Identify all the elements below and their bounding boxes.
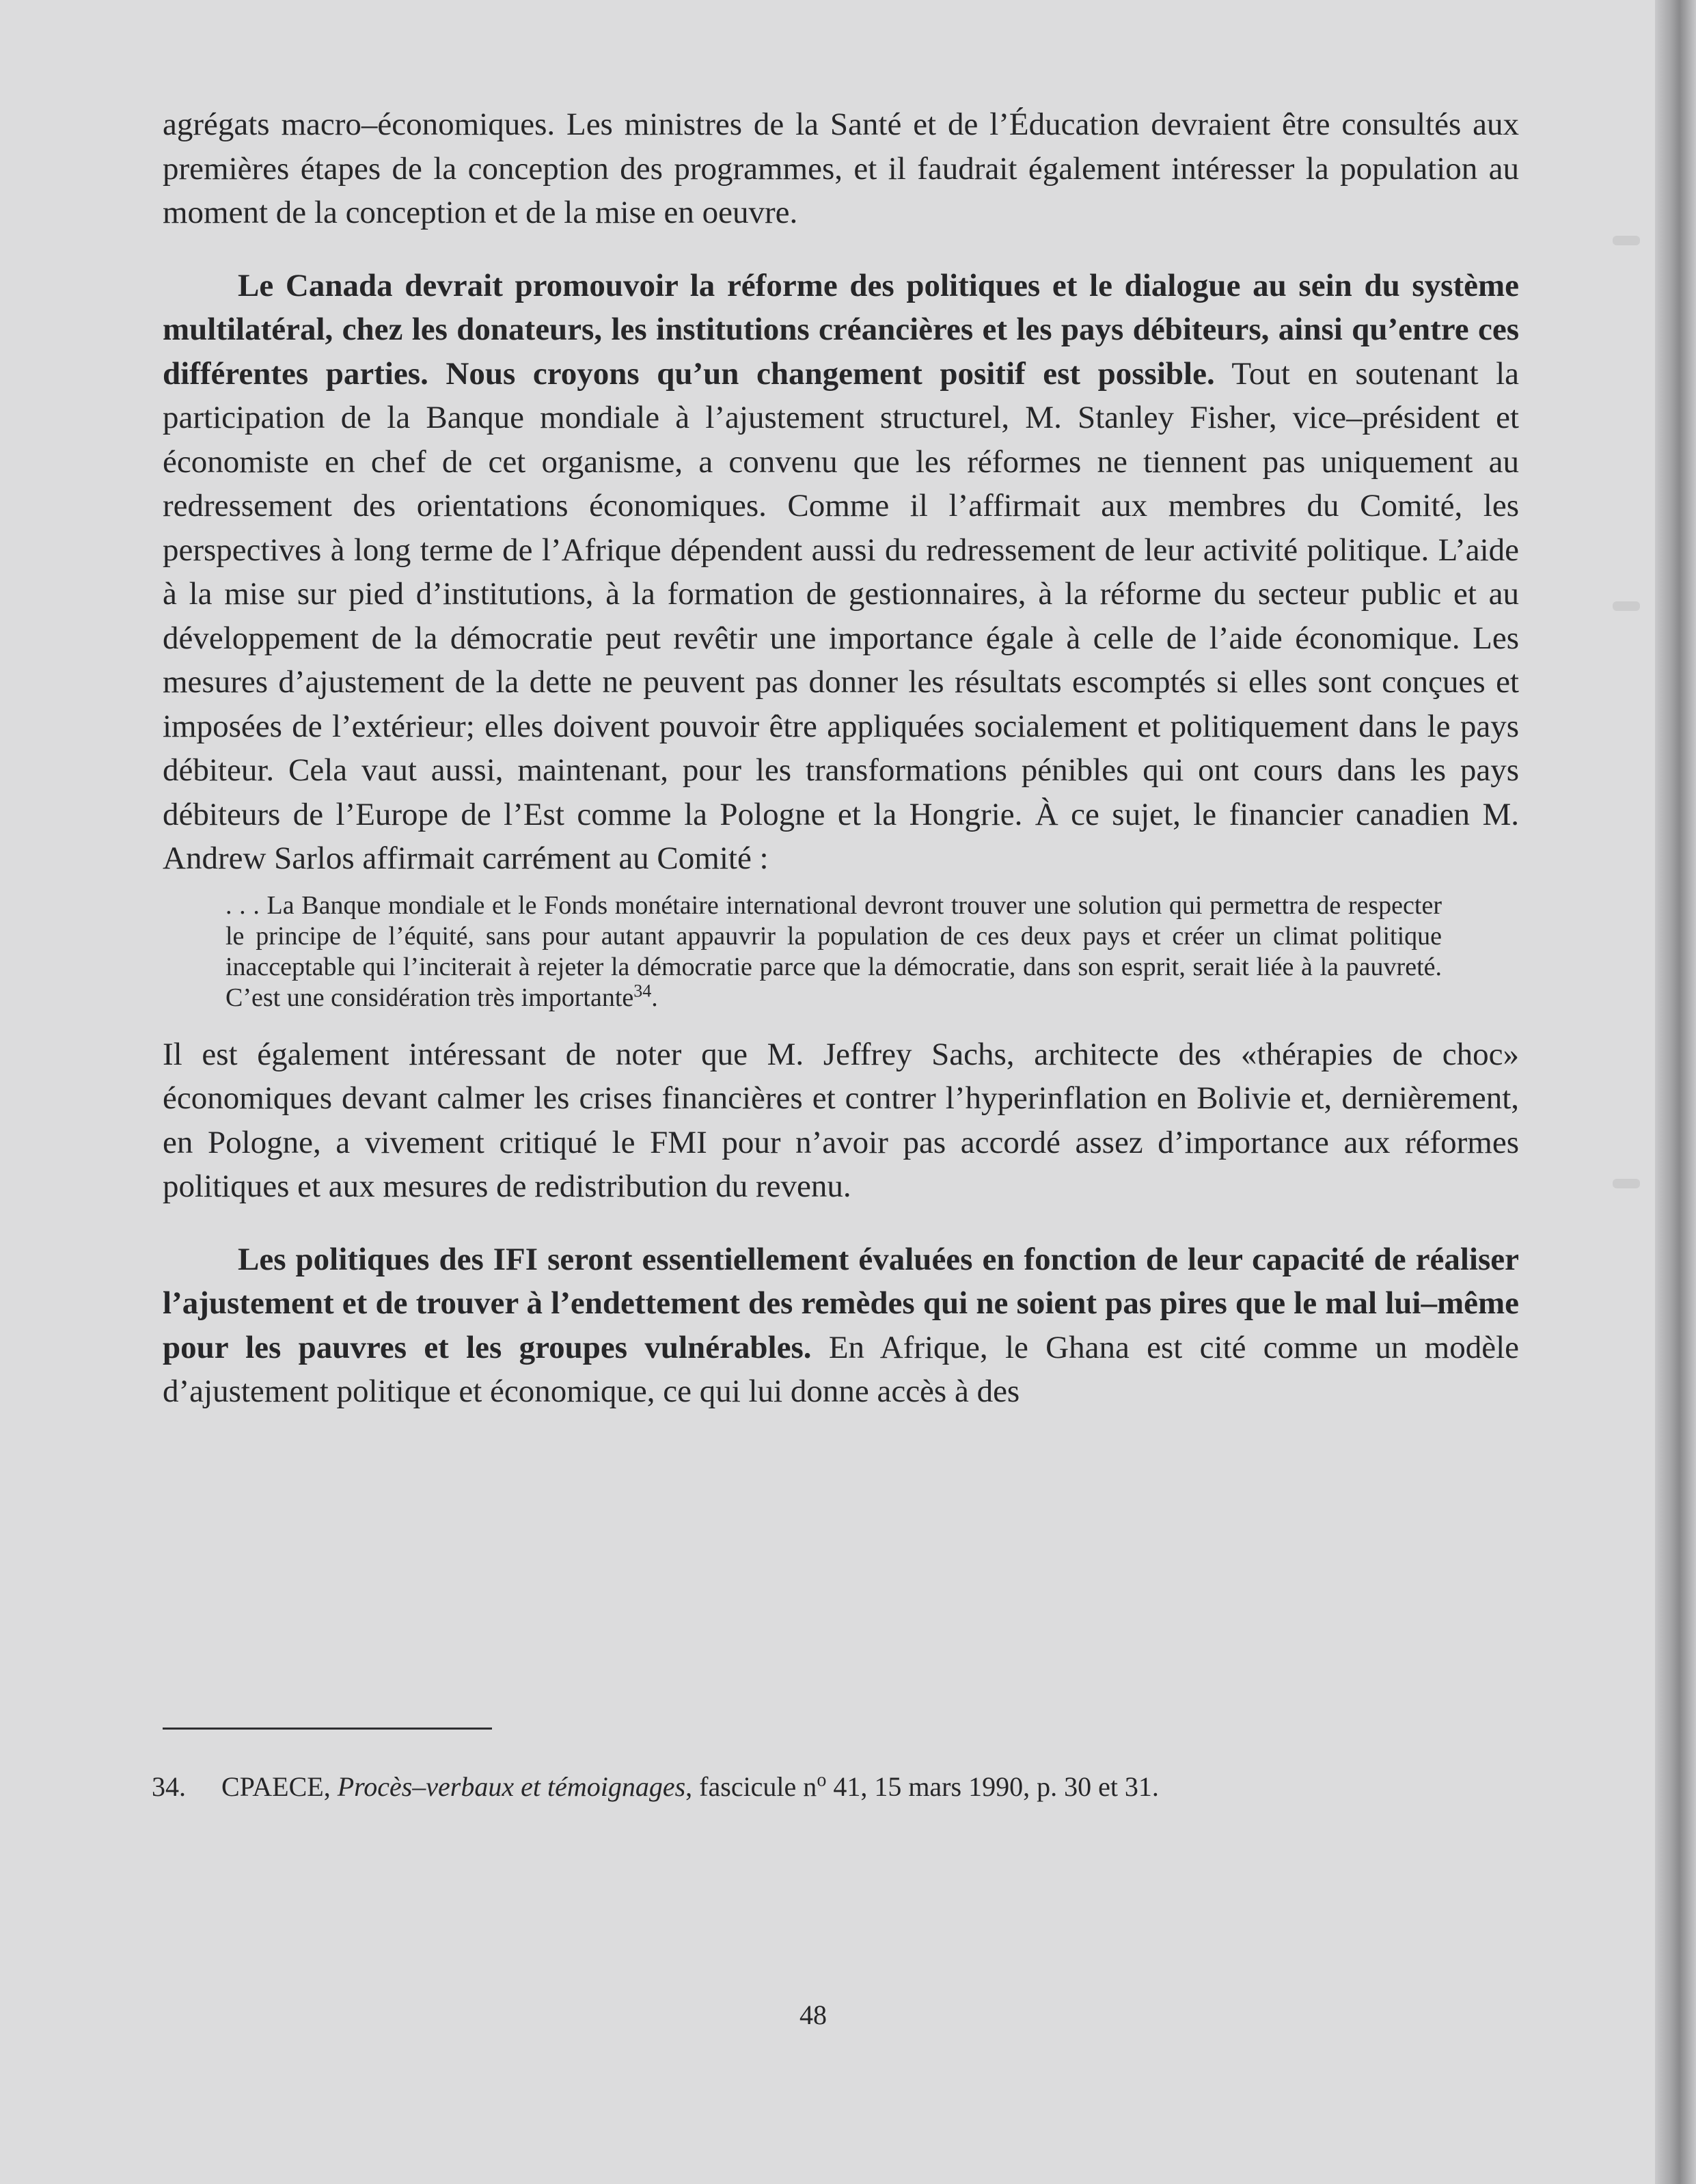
block-quote — [225, 890, 1442, 1013]
quote-text: . . . La Banque mondiale et le Fonds monétaire international devront trouver une solution qui permettra de respecter le principe de l’équité, sans pour autant appauvrir la population de ces deux pays et créer un climat politique inacceptable qui l’inciterait à rejeter la démocratie parce que la démocratie, dans son esprit, serait liée à la pauvreté. C’est une considération très importante — [225, 890, 1442, 1012]
paragraph-4 — [163, 1238, 1519, 1414]
footnote-source: CPAECE, — [221, 1771, 338, 1802]
page-number: 48 — [799, 1999, 827, 2030]
footnote-superscript: o — [817, 1769, 827, 1791]
bleed-through-mark — [1613, 1179, 1640, 1188]
footnote-text-a: , fascicule n — [685, 1771, 817, 1802]
footnote-text-b: 41, 15 mars 1990, p. 30 et 31. — [826, 1771, 1159, 1802]
footnote-separator — [163, 1728, 492, 1730]
paragraph-3: Il est également intéressant de noter que M. Jeffrey Sachs, architecte des «thérapies de choc» économiques devant calmer les crises financières et contrer l’hyperinflation en Bolivie et, dernièrement, en Pologne, a vivement critiqué le FMI pour n’avoir pas accordé assez d’importance aux réformes politiques et aux mesures de redistribution du revenu. — [163, 1036, 1519, 1204]
footnote-number: 34. — [152, 1771, 186, 1802]
body-text — [163, 103, 1519, 1414]
paragraph-2-bold: Le Canada devrait promouvoir la réforme des politiques et le dialogue au sein du système multilatéral, chez les donateurs, les institutions créancières et les pays débiteurs, ainsi qu’entre ces différentes parties. Nous croyons qu’un changement positif est possible. — [163, 267, 1519, 392]
footnote — [152, 1770, 1159, 1804]
footnote-reference: 34 — [633, 980, 652, 1000]
page-edge — [1655, 0, 1696, 2184]
paragraph-4-text: En Afrique, le Ghana est cité comme un modèle d’ajustement politique et économique, ce qui lui donne accès à des — [163, 1329, 1520, 1409]
quote-end: . — [651, 983, 658, 1012]
paragraph-1: agrégats macro–économiques. Les ministres de la Santé et de l’Éducation devraient être consultés aux premières étapes de la conception des programmes, et il faudrait également intéresser la population au moment de la conception et de la mise en oeuvre. — [163, 107, 1519, 230]
footnote-title: Procès–verbaux et témoignages — [337, 1771, 686, 1802]
bleed-through-mark — [1613, 601, 1640, 611]
paragraph-2-text: Tout en soutenant la participation de la Banque mondiale à l’ajustement structurel, M. Stanley Fisher, vice–président et économiste en chef de cet organisme, a convenu que les réformes ne tiennent pas uniquement au redressement des orientations économiques. Comme il l’affirmait aux membres du Comité, les perspectives à long terme de l’Afrique dépendent aussi du redressement de leur activité politique. L’aide à la mise sur pied d’institutions, à la formation de gestionnaires, à la réforme du secteur public et au développement de la démocratie peut revêtir une importance égale à celle de l’aide économique. Les mesures d’ajustement de la dette ne peuvent pas donner les résultats escomptés si elles sont conçues et imposées de l’extérieur; elles doivent pouvoir être appliquées socialement et politiquement dans le pays débiteur. Cela vaut aussi, maintenant, pour les transformations pénibles qui ont cours dans les pays débiteurs de l’Europe de l’Est comme la Pologne et la Hongrie. À ce sujet, le financier canadien M. Andrew Sarlos affirmait carrément au Comité : — [163, 355, 1519, 876]
bleed-through-mark — [1613, 236, 1640, 245]
paragraph-4-bold: Les politiques des IFI seront essentiellement évaluées en fonction de leur capacité de réaliser l’ajustement et de trouver à l’endettement des remèdes qui ne soient pas pires que le mal lui–même pour les pauvres et les groupes vulnérables. — [163, 1241, 1519, 1365]
paragraph-2 — [163, 264, 1519, 881]
